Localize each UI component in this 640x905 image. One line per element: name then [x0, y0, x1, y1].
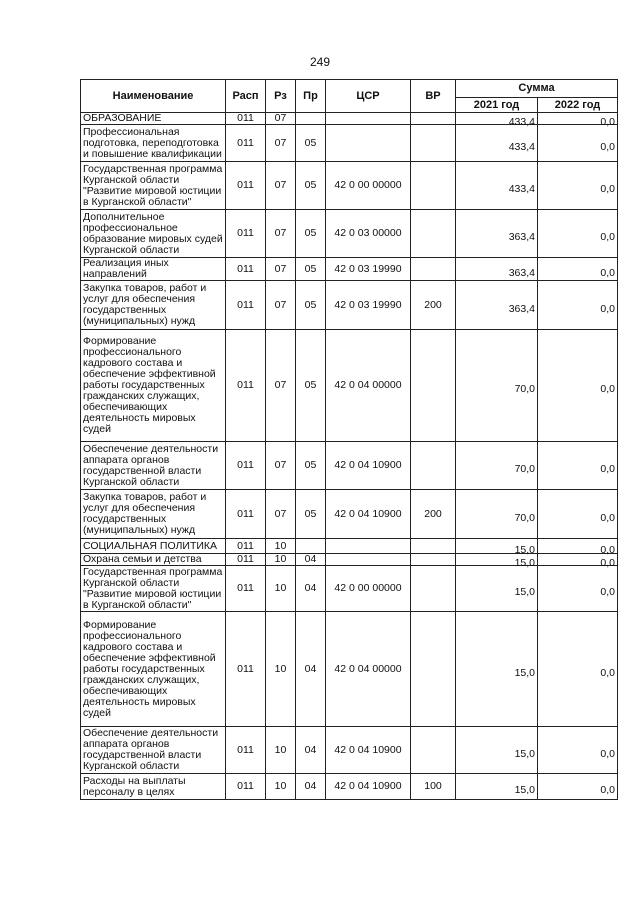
header-rasp: Расп	[226, 80, 266, 113]
cell-vr: 200	[411, 490, 456, 539]
table-row	[81, 125, 618, 162]
cell-pr: 05	[296, 442, 326, 490]
cell-vr	[411, 210, 456, 258]
cell-name: Государственная программа Курганской области "Развитие мировой юстиции в Курганской области"	[81, 566, 226, 612]
cell-rasp: 011	[226, 490, 266, 539]
cell-rz: 07	[266, 258, 296, 281]
cell-y2022: 0,0	[538, 113, 618, 125]
cell-vr: 100	[411, 774, 456, 800]
cell-csr: 42 0 04 10900	[326, 727, 411, 774]
cell-pr: 05	[296, 490, 326, 539]
cell-y2021: 433,4	[456, 125, 538, 162]
cell-name: Охрана семьи и детства	[81, 554, 226, 566]
cell-y2022: 0,0	[538, 490, 618, 539]
header-2021: 2021 год	[456, 98, 538, 113]
cell-pr: 05	[296, 258, 326, 281]
table-row	[81, 539, 618, 554]
cell-csr: 42 0 04 00000	[326, 330, 411, 442]
cell-vr	[411, 539, 456, 554]
table-row	[81, 490, 618, 539]
cell-rz: 07	[266, 125, 296, 162]
table-row	[81, 774, 618, 800]
table-row	[81, 566, 618, 612]
cell-rasp: 011	[226, 554, 266, 566]
budget-table	[80, 79, 618, 800]
cell-y2021: 70,0	[456, 330, 538, 442]
cell-pr: 04	[296, 554, 326, 566]
table-row	[81, 442, 618, 490]
cell-pr	[296, 113, 326, 125]
cell-csr: 42 0 00 00000	[326, 566, 411, 612]
cell-vr: 200	[411, 281, 456, 330]
header-pr: Пр	[296, 80, 326, 113]
cell-vr	[411, 113, 456, 125]
cell-y2022: 0,0	[538, 162, 618, 210]
cell-vr	[411, 566, 456, 612]
cell-pr: 05	[296, 162, 326, 210]
cell-pr: 05	[296, 125, 326, 162]
cell-pr: 04	[296, 566, 326, 612]
cell-csr	[326, 539, 411, 554]
cell-y2022: 0,0	[538, 281, 618, 330]
cell-rz: 10	[266, 612, 296, 727]
cell-rz: 10	[266, 727, 296, 774]
cell-csr: 42 0 04 10900	[326, 490, 411, 539]
cell-name: Формирование профессионального кадрового состава и обеспечение эффективной работы государственных гражданских служащих, обеспечивающих деятельность мировых судей	[81, 612, 226, 727]
cell-name: Формирование профессионального кадрового состава и обеспечение эффективной работы государственных гражданских служащих, обеспечивающих деятельность мировых судей	[81, 330, 226, 442]
cell-name: Обеспечение деятельности аппарата органов государственной власти Курганской области	[81, 727, 226, 774]
table-row	[81, 281, 618, 330]
cell-rz: 10	[266, 554, 296, 566]
cell-y2021: 433,4	[456, 162, 538, 210]
cell-rasp: 011	[226, 612, 266, 727]
cell-y2022: 0,0	[538, 442, 618, 490]
cell-rz: 07	[266, 442, 296, 490]
cell-csr	[326, 554, 411, 566]
cell-name: СОЦИАЛЬНАЯ ПОЛИТИКА	[81, 539, 226, 554]
cell-csr: 42 0 04 00000	[326, 612, 411, 727]
cell-vr	[411, 554, 456, 566]
cell-rasp: 011	[226, 125, 266, 162]
table-row	[81, 727, 618, 774]
cell-rasp: 011	[226, 258, 266, 281]
table-row	[81, 210, 618, 258]
cell-vr	[411, 125, 456, 162]
cell-vr	[411, 162, 456, 210]
cell-rz: 07	[266, 281, 296, 330]
cell-rasp: 011	[226, 566, 266, 612]
cell-y2021: 15,0	[456, 554, 538, 566]
table-row	[81, 612, 618, 727]
table-row	[81, 162, 618, 210]
cell-y2021: 15,0	[456, 774, 538, 800]
cell-y2021: 15,0	[456, 612, 538, 727]
cell-y2022: 0,0	[538, 612, 618, 727]
cell-y2021: 15,0	[456, 539, 538, 554]
cell-rz: 07	[266, 113, 296, 125]
header-vr: ВР	[411, 80, 456, 113]
header-2022: 2022 год	[538, 98, 618, 113]
cell-y2021: 15,0	[456, 727, 538, 774]
cell-rz: 10	[266, 539, 296, 554]
cell-name: Закупка товаров, работ и услуг для обеспечения государственных (муниципальных) нужд	[81, 281, 226, 330]
cell-y2021: 15,0	[456, 566, 538, 612]
cell-vr	[411, 442, 456, 490]
cell-vr	[411, 330, 456, 442]
cell-rasp: 011	[226, 774, 266, 800]
cell-rz: 07	[266, 162, 296, 210]
cell-pr: 04	[296, 774, 326, 800]
cell-y2022: 0,0	[538, 330, 618, 442]
cell-csr: 42 0 00 00000	[326, 162, 411, 210]
cell-pr: 05	[296, 281, 326, 330]
cell-rz: 10	[266, 774, 296, 800]
cell-rasp: 011	[226, 281, 266, 330]
cell-name: Закупка товаров, работ и услуг для обеспечения государственных (муниципальных) нужд	[81, 490, 226, 539]
cell-name: Обеспечение деятельности аппарата органов государственной власти Курганской области	[81, 442, 226, 490]
cell-pr: 04	[296, 612, 326, 727]
cell-name: Профессиональная подготовка, переподготовка и повышение квалификации	[81, 125, 226, 162]
cell-pr: 05	[296, 330, 326, 442]
cell-y2021: 363,4	[456, 210, 538, 258]
cell-y2022: 0,0	[538, 566, 618, 612]
cell-pr: 04	[296, 727, 326, 774]
table-body	[81, 113, 618, 800]
cell-pr	[296, 539, 326, 554]
cell-csr: 42 0 03 19990	[326, 258, 411, 281]
cell-y2021: 70,0	[456, 442, 538, 490]
cell-name: Реализация иных направлений	[81, 258, 226, 281]
cell-rasp: 011	[226, 113, 266, 125]
cell-name: Расходы на выплаты персоналу в целях	[81, 774, 226, 800]
page-number: 249	[309, 55, 331, 69]
cell-csr: 42 0 03 00000	[326, 210, 411, 258]
cell-rasp: 011	[226, 727, 266, 774]
cell-rz: 07	[266, 490, 296, 539]
cell-name: Государственная программа Курганской области "Развитие мировой юстиции в Курганской области"	[81, 162, 226, 210]
cell-y2022: 0,0	[538, 210, 618, 258]
cell-csr: 42 0 04 10900	[326, 774, 411, 800]
cell-y2021: 70,0	[456, 490, 538, 539]
cell-rasp: 011	[226, 162, 266, 210]
cell-rasp: 011	[226, 330, 266, 442]
cell-csr: 42 0 03 19990	[326, 281, 411, 330]
cell-vr	[411, 727, 456, 774]
table-row	[81, 330, 618, 442]
cell-rz: 10	[266, 566, 296, 612]
cell-y2022: 0,0	[538, 774, 618, 800]
header-rz: Рз	[266, 80, 296, 113]
cell-y2022: 0,0	[538, 727, 618, 774]
cell-y2022: 0,0	[538, 258, 618, 281]
cell-y2022: 0,0	[538, 125, 618, 162]
cell-name: ОБРАЗОВАНИЕ	[81, 113, 226, 125]
cell-y2021: 363,4	[456, 281, 538, 330]
cell-csr: 42 0 04 10900	[326, 442, 411, 490]
cell-y2022: 0,0	[538, 539, 618, 554]
cell-y2021: 433,4	[456, 113, 538, 125]
cell-rasp: 011	[226, 210, 266, 258]
cell-csr	[326, 113, 411, 125]
header-csr: ЦСР	[326, 80, 411, 113]
cell-y2022: 0,0	[538, 554, 618, 566]
cell-rz: 07	[266, 330, 296, 442]
cell-vr	[411, 258, 456, 281]
cell-vr	[411, 612, 456, 727]
table-row	[81, 258, 618, 281]
cell-pr: 05	[296, 210, 326, 258]
cell-csr	[326, 125, 411, 162]
table-row	[81, 554, 618, 566]
cell-rz: 07	[266, 210, 296, 258]
cell-y2021: 363,4	[456, 258, 538, 281]
cell-rasp: 011	[226, 442, 266, 490]
cell-rasp: 011	[226, 539, 266, 554]
header-sum: Сумма	[456, 80, 618, 98]
table-row	[81, 113, 618, 125]
header-name: Наименование	[81, 80, 226, 113]
cell-name: Дополнительное профессиональное образование мировых судей Курганской области	[81, 210, 226, 258]
